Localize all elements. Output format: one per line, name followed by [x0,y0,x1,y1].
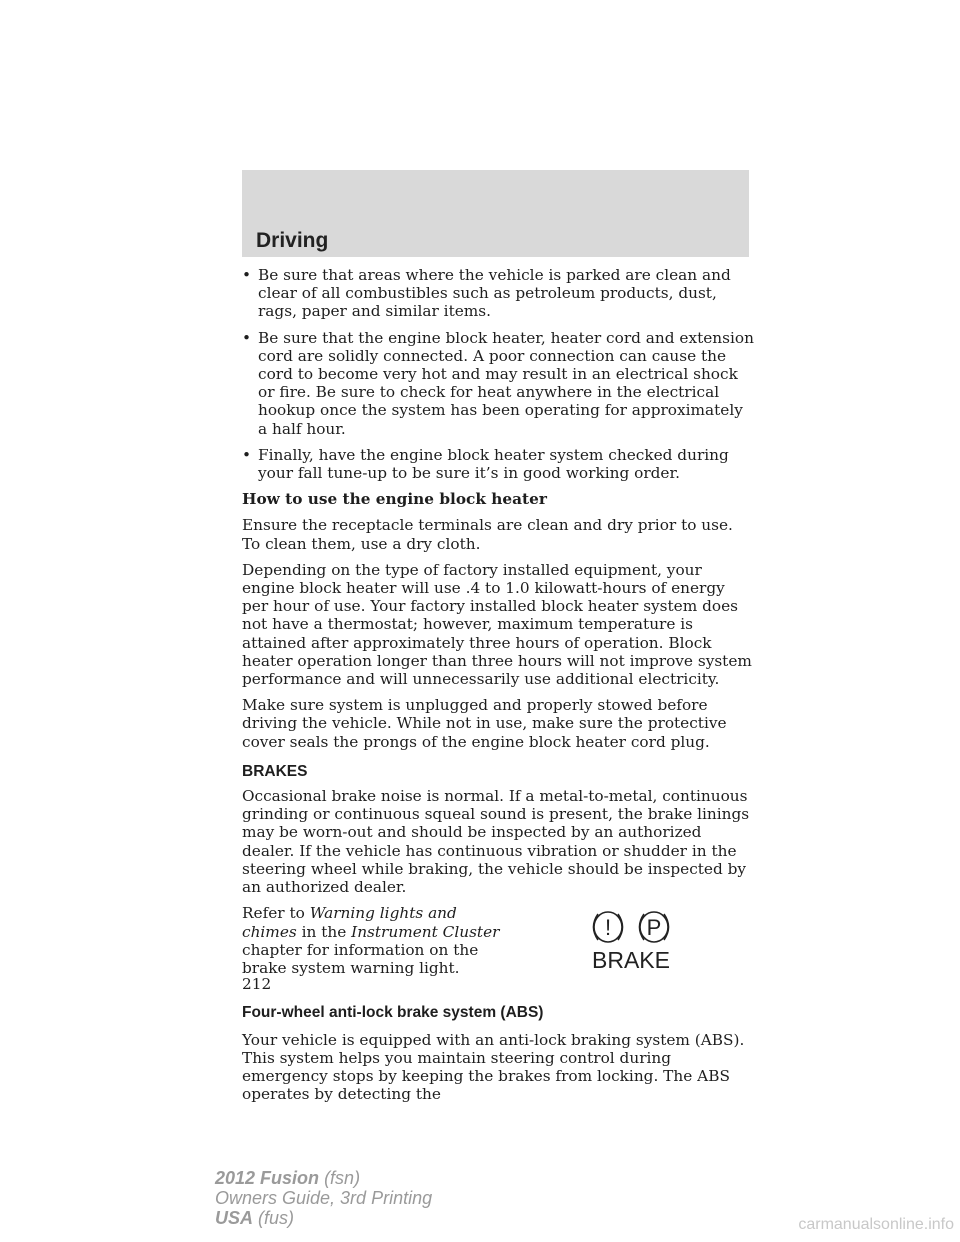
brake-reference-text [242,904,514,977]
block-heater-paragraph-2: Depending on the type of factory installed equipment, your engine block heater will use .4 to 1.0 kilowatt-hours of energy per hour of use. Your factory installed block heater system does not have a thermostat; however, maximum temperature is attained after approximately three hours of operation. Block heater operation longer than three hours will not improve system performance and will unnecessarily use additional electricity. [242,560,752,689]
footer-market-code: (fus) [258,1208,295,1228]
footer-model: 2012 Fusion [215,1168,320,1188]
list-item: • Be sure that areas where the vehicle is parked are clean and clear of all combustibles such as petroleum products, dust, rags, paper and similar items. [242,266,754,321]
parking-p-glyph: P [646,915,662,941]
footer-market: USA [215,1208,254,1228]
page-content [242,266,754,1111]
footer-model-code: (fsn) [324,1168,361,1188]
block-heater-heading: How to use the engine block heater [242,490,547,509]
brake-label: BRAKE [592,947,670,973]
refer-mid: in the [301,922,347,941]
exclamation-glyph: ! [604,915,612,941]
abs-paragraph: Your vehicle is equipped with an anti-lock braking system (ABS). This system helps you maintain steering control during emergency stops by keeping the brakes from locking. The ABS operates by detecting the [242,1030,745,1104]
abs-heading: Four-wheel anti-lock brake system (ABS) [242,1004,544,1022]
refer-suffix: chapter for information on the brake system warning light. [242,940,479,977]
refer-prefix: Refer to [242,904,305,923]
document-footer [215,1168,432,1228]
warning-lights-reference: Warning lights and chimes [242,904,457,941]
footer-line-3 [215,1208,432,1228]
list-item: • Finally, have the engine block heater system checked during your fall tune-up to be sure it’s in good working order. [242,446,754,482]
block-heater-paragraph-3: Make sure system is unplugged and properly stowed before driving the vehicle. While not in use, make sure the protective cover seals the prongs of the engine block heater cord plug. [242,696,727,751]
precaution-list [242,266,754,482]
section-title: Driving [256,229,329,252]
footer-line-1 [215,1168,432,1188]
footer-line-2: Owners Guide, 3rd Printing [215,1188,433,1208]
watermark: carmanualsonline.info [798,1216,954,1233]
instrument-cluster-reference: Instrument Cluster [351,922,500,941]
page-number: 212 [242,975,272,993]
brake-reference-block [242,904,754,988]
list-item: • Be sure that the engine block heater, heater cord and extension cord are solidly connected. A poor connection can cause the cord to become very hot and may result in an electrical shock or fire. Be sure to check for heat anywhere in the electrical hookup once the system has been operating for approximately a half hour. [242,329,754,438]
brakes-heading: BRAKES [242,762,308,780]
brake-warning-icon [585,908,681,972]
brakes-paragraph: Occasional brake noise is normal. If a metal-to-metal, continuous grinding or continuous squeal sound is present, the brake linings may be worn-out and should be inspected by an authorized dealer. If the vehicle has continuous vibration or shudder in the steering wheel while braking, the vehicle should be inspected by an authorized dealer. [242,787,750,897]
block-heater-paragraph-1: Ensure the receptacle terminals are clean and dry prior to use. To clean them, use a dry cloth. [242,516,733,553]
